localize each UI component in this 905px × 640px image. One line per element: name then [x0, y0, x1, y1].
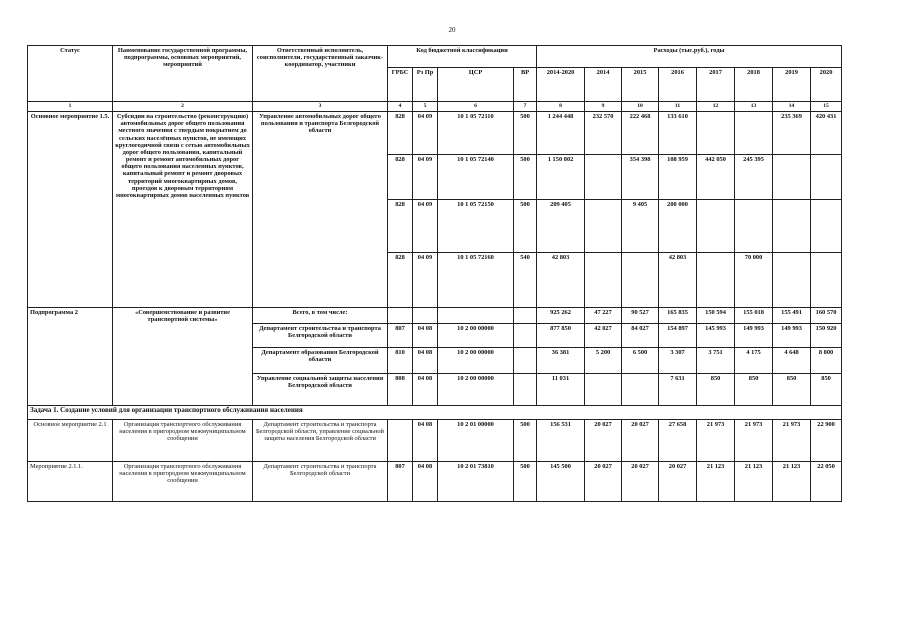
rzpr-cell: 04 08 [413, 324, 438, 348]
expense-value: 200 000 [659, 200, 697, 253]
header-executor: Ответственный исполнитель, соисполнители, государственный заказчик-координатор, участники [253, 46, 388, 102]
column-number: 10 [622, 102, 659, 112]
expense-value: 850 [811, 374, 842, 406]
executor-cell: Управление социальной защиты населения Белгородской области [253, 374, 388, 406]
column-number: 6 [438, 102, 514, 112]
expense-value: 36 381 [537, 348, 585, 374]
expense-value: 20 027 [585, 420, 622, 462]
expense-value [697, 112, 735, 155]
expense-value: 1 244 448 [537, 112, 585, 155]
expense-value: 21 123 [735, 462, 773, 502]
expense-value: 22 900 [811, 420, 842, 462]
expense-value: 354 398 [622, 155, 659, 200]
expense-value: 20 027 [622, 420, 659, 462]
expense-value: 235 369 [773, 112, 811, 155]
rzpr-cell: 04 09 [413, 253, 438, 308]
grbs-cell: 807 [388, 324, 413, 348]
expense-value [811, 253, 842, 308]
rzpr-cell [413, 308, 438, 324]
expense-value [811, 155, 842, 200]
csr-cell: 10 2 01 00000 [438, 420, 514, 462]
expense-value: 42 027 [585, 324, 622, 348]
executor-cell: Департамент образования Белгородской области [253, 348, 388, 374]
expense-value: 84 027 [622, 324, 659, 348]
expense-value: 925 262 [537, 308, 585, 324]
column-number: 2 [113, 102, 253, 112]
csr-cell: 10 1 05 72160 [438, 253, 514, 308]
expense-value: 3 751 [697, 348, 735, 374]
expense-value: 47 227 [585, 308, 622, 324]
column-number: 1 [28, 102, 113, 112]
csr-cell: 10 2 00 00000 [438, 324, 514, 348]
expense-value [697, 253, 735, 308]
grbs-cell: 828 [388, 155, 413, 200]
expense-value: 42 803 [659, 253, 697, 308]
expense-value: 209 405 [537, 200, 585, 253]
expense-value: 145 993 [697, 324, 735, 348]
expense-value: 8 800 [811, 348, 842, 374]
rzpr-cell: 04 09 [413, 112, 438, 155]
header-expenses: Расходы (тыс.руб.), годы [537, 46, 842, 68]
budget-table [27, 45, 842, 502]
header-status: Статус [28, 46, 113, 102]
expense-value: 156 531 [537, 420, 585, 462]
expense-value: 4 648 [773, 348, 811, 374]
header-year: 2020 [811, 68, 842, 102]
header-grbs: ГРБС [388, 68, 413, 102]
grbs-cell: 828 [388, 200, 413, 253]
expense-value [735, 112, 773, 155]
task-row [28, 406, 842, 420]
expense-value [773, 155, 811, 200]
expense-value: 20 027 [659, 462, 697, 502]
grbs-cell [388, 420, 413, 462]
header-year: 2018 [735, 68, 773, 102]
expense-value: 27 658 [659, 420, 697, 462]
executor-cell: Всего, в том числе: [253, 308, 388, 324]
expense-value: 442 050 [697, 155, 735, 200]
grbs-cell: 828 [388, 253, 413, 308]
expense-value: 20 027 [622, 462, 659, 502]
expense-value: 90 527 [622, 308, 659, 324]
vr-cell: 500 [514, 420, 537, 462]
expense-value [811, 200, 842, 253]
column-number: 3 [253, 102, 388, 112]
rzpr-cell: 04 09 [413, 155, 438, 200]
header-row-1 [28, 46, 842, 68]
rzpr-cell: 04 09 [413, 200, 438, 253]
column-number: 15 [811, 102, 842, 112]
vr-cell: 540 [514, 253, 537, 308]
task-title: Задача 1. Создание условий для организации транспортного обслуживания населения [28, 406, 842, 420]
executor-cell: Департамент строительства и транспорта Белгородской области, управление социальной защиты населения Белгородской области [253, 420, 388, 462]
name-cell: Организация транспортного обслуживания населения в пригородном межмуниципальном сообщении [113, 420, 253, 462]
column-number: 5 [413, 102, 438, 112]
page-number: 20 [448, 26, 456, 34]
executor-cell: Департамент строительства и транспорта Белгородской области [253, 324, 388, 348]
expense-value: 21 973 [773, 420, 811, 462]
csr-cell: 10 1 05 72140 [438, 155, 514, 200]
grbs-cell: 810 [388, 348, 413, 374]
csr-cell [438, 308, 514, 324]
column-number: 14 [773, 102, 811, 112]
expense-value: 155 491 [773, 308, 811, 324]
grbs-cell [388, 308, 413, 324]
header-year: 2014 [585, 68, 622, 102]
csr-cell: 10 2 00 00000 [438, 348, 514, 374]
expense-value: 7 631 [659, 374, 697, 406]
expense-value: 21 123 [697, 462, 735, 502]
expense-value: 5 200 [585, 348, 622, 374]
rzpr-cell: 04 08 [413, 374, 438, 406]
vr-cell: 500 [514, 200, 537, 253]
expense-value: 850 [697, 374, 735, 406]
vr-cell [514, 308, 537, 324]
expense-value: 21 123 [773, 462, 811, 502]
column-number-row [28, 102, 842, 112]
header-year: 2016 [659, 68, 697, 102]
expense-value [585, 374, 622, 406]
grbs-cell: 807 [388, 462, 413, 502]
expense-value: 245 395 [735, 155, 773, 200]
csr-cell: 10 1 05 72150 [438, 200, 514, 253]
csr-cell: 10 2 01 73810 [438, 462, 514, 502]
header-budget-code: Код бюджетной классификации [388, 46, 537, 68]
name-cell: Субсидии на строительство (реконструкцию) автомобильных дорог общего пользования местного значения с твердым покрытием до сельских населённых пунктов, не имеющих круглогодичной связи с сетью автомобильных дорог общего пользования, капитальный ремонт и ремонт автомобильных дорог общего пользования населенных пунктов, капитальный ремонт и ремонт дворовых территорий многоквартирных домов, проездов к дворовым территориям многоквартирных домов населенных пунктов [113, 112, 253, 308]
column-number: 8 [537, 102, 585, 112]
data-row [28, 462, 842, 502]
data-row [28, 420, 842, 462]
status-cell: Основное мероприятие 1.5. [28, 112, 113, 308]
vr-cell [514, 324, 537, 348]
expense-value [735, 200, 773, 253]
expense-value: 149 993 [735, 324, 773, 348]
header-year: 2015 [622, 68, 659, 102]
vr-cell [514, 374, 537, 406]
expense-value [773, 253, 811, 308]
expense-value: 42 803 [537, 253, 585, 308]
expense-value: 154 897 [659, 324, 697, 348]
expense-value: 20 027 [585, 462, 622, 502]
expense-value: 133 610 [659, 112, 697, 155]
vr-cell [514, 348, 537, 374]
vr-cell: 500 [514, 462, 537, 502]
status-cell: Подпрограмма 2 [28, 308, 113, 406]
header-vr: ВР [514, 68, 537, 102]
vr-cell: 500 [514, 155, 537, 200]
expense-value: 21 973 [735, 420, 773, 462]
executor-cell: Управление автомобильных дорог общего пользования и транспорта Белгородской области [253, 112, 388, 308]
expense-value: 222 468 [622, 112, 659, 155]
expense-value [773, 200, 811, 253]
expense-value: 420 431 [811, 112, 842, 155]
status-cell: Основное мероприятие 2.1 [28, 420, 113, 462]
expense-value: 150 920 [811, 324, 842, 348]
rzpr-cell: 04 08 [413, 348, 438, 374]
expense-value [622, 253, 659, 308]
header-year: 2017 [697, 68, 735, 102]
column-number: 12 [697, 102, 735, 112]
status-cell: Мероприятие 2.1.1. [28, 462, 113, 502]
name-cell: Организация транспортного обслуживания населения в пригородном межмуниципальном сообщении [113, 462, 253, 502]
column-number: 9 [585, 102, 622, 112]
name-cell: «Совершенствование и развитие транспортной системы» [113, 308, 253, 406]
header-csr: ЦСР [438, 68, 514, 102]
expense-value: 150 594 [697, 308, 735, 324]
csr-cell: 10 2 00 00000 [438, 374, 514, 406]
expense-value [585, 253, 622, 308]
expense-value: 877 850 [537, 324, 585, 348]
expense-value: 21 973 [697, 420, 735, 462]
expense-value [622, 374, 659, 406]
header-rzpr: Рз Пр [413, 68, 438, 102]
expense-value: 145 500 [537, 462, 585, 502]
expense-value: 6 500 [622, 348, 659, 374]
expense-value: 850 [773, 374, 811, 406]
expense-value: 11 031 [537, 374, 585, 406]
column-number: 4 [388, 102, 413, 112]
expense-value: 22 050 [811, 462, 842, 502]
expense-value: 232 570 [585, 112, 622, 155]
header-year: 2014-2020 [537, 68, 585, 102]
column-number: 11 [659, 102, 697, 112]
expense-value [697, 200, 735, 253]
csr-cell: 10 1 05 72110 [438, 112, 514, 155]
expense-value: 149 993 [773, 324, 811, 348]
expense-value: 1 150 802 [537, 155, 585, 200]
vr-cell: 500 [514, 112, 537, 155]
grbs-cell: 808 [388, 374, 413, 406]
header-year: 2019 [773, 68, 811, 102]
column-number: 7 [514, 102, 537, 112]
expense-value: 155 018 [735, 308, 773, 324]
executor-cell: Департамент строительства и транспорта Белгородской области [253, 462, 388, 502]
data-row [28, 112, 842, 155]
expense-value: 160 570 [811, 308, 842, 324]
header-name: Наименование государственной программы, подпрограммы, основных мероприятий, мероприятий [113, 46, 253, 102]
expense-value: 9 405 [622, 200, 659, 253]
expense-value: 165 835 [659, 308, 697, 324]
expense-value: 3 307 [659, 348, 697, 374]
expense-value [585, 200, 622, 253]
subprogram-total-row [28, 308, 842, 324]
rzpr-cell: 04 08 [413, 420, 438, 462]
rzpr-cell: 04 08 [413, 462, 438, 502]
grbs-cell: 828 [388, 112, 413, 155]
expense-value: 108 959 [659, 155, 697, 200]
column-number: 13 [735, 102, 773, 112]
expense-value: 70 000 [735, 253, 773, 308]
expense-value: 850 [735, 374, 773, 406]
expense-value [585, 155, 622, 200]
expense-value: 4 175 [735, 348, 773, 374]
